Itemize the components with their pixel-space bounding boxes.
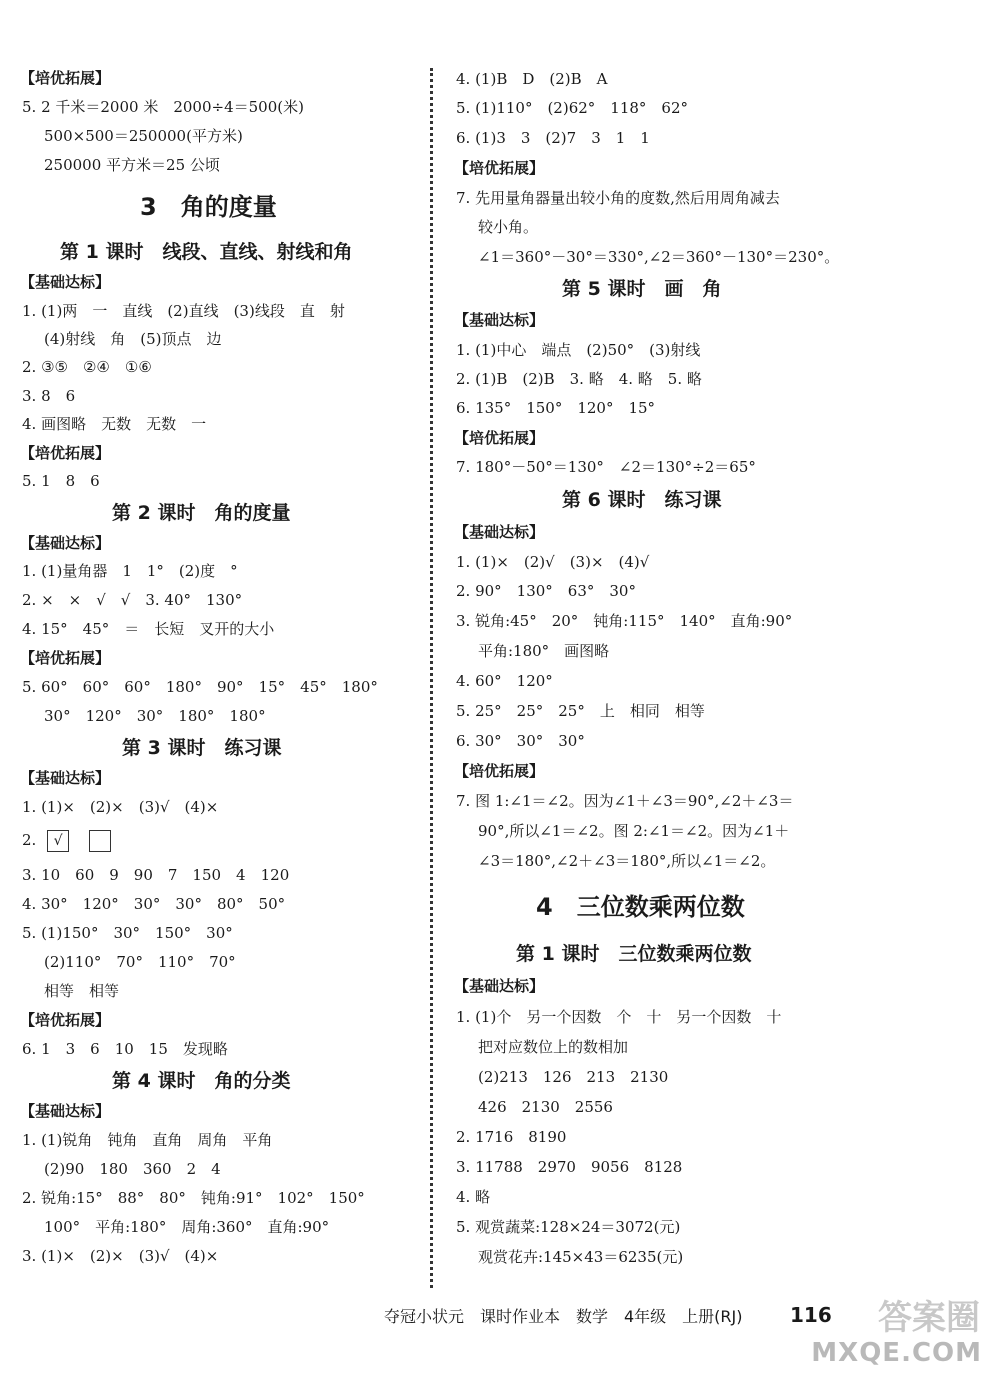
section-tag: 【培优拓展】	[20, 649, 111, 667]
answer-line: 4. 15° 45° ＝ 长短 叉开的大小	[22, 620, 275, 638]
section-tag: 【基础达标】	[20, 1102, 111, 1120]
answer-line: 6. 30° 30° 30°	[456, 732, 585, 750]
answer-box-empty	[89, 830, 111, 852]
answer-line: 较小角。	[478, 218, 539, 236]
answer-line: 3. 锐角:45° 20° 钝角:115° 140° 直角:90°	[456, 612, 793, 630]
watermark	[812, 1290, 992, 1370]
answer-line: (4)射线 角 (5)顶点 边	[44, 330, 222, 348]
answer-line: 30° 120° 30° 180° 180°	[44, 707, 266, 725]
answer-line: 4. (1)B D (2)B A	[456, 70, 608, 88]
answer-line: 426 2130 2556	[478, 1098, 613, 1116]
answer-line: 1. (1)个 另一个因数 个 十 另一个因数 十	[456, 1008, 782, 1026]
lesson-title: 第 1 课时 线段、直线、射线和角	[60, 241, 353, 263]
answer-box-checked: √	[47, 830, 69, 852]
section-tag: 【基础达标】	[20, 273, 111, 291]
answer-line-boxes	[22, 830, 131, 852]
chapter-title: 4 三位数乘两位数	[536, 893, 745, 921]
answer-line: ∠3＝180°,∠2＋∠3＝180°,所以∠1＝∠2。	[478, 852, 776, 870]
column-divider	[430, 68, 433, 1288]
answer-line: 6. 135° 150° 120° 15°	[456, 399, 656, 417]
lesson-title: 第 5 课时 画 角	[562, 278, 722, 300]
answer-line: 3. 8 6	[22, 387, 76, 405]
answer-line: 5. 25° 25° 25° 上 相同 相等	[456, 702, 705, 720]
answer-line: 1. (1)锐角 钝角 直角 周角 平角	[22, 1131, 273, 1149]
section-tag: 【培优拓展】	[20, 444, 111, 462]
answer-line: 4. 30° 120° 30° 30° 80° 50°	[22, 895, 286, 913]
answer-line: 5. 2 千米＝2000 米 2000÷4＝500(米)	[22, 98, 304, 116]
answer-line: 6. 1 3 6 10 15 发现略	[22, 1040, 228, 1058]
answer-line: (2)110° 70° 110° 70°	[44, 953, 236, 971]
section-tag: 【培优拓展】	[454, 429, 545, 447]
answer-line: 250000 平方米＝25 公顷	[44, 156, 220, 174]
section-tag: 【培优拓展】	[454, 762, 545, 780]
section-tag: 【基础达标】	[454, 523, 545, 541]
section-tag: 【基础达标】	[20, 534, 111, 552]
answer-line: 平角:180° 画图略	[478, 642, 610, 660]
answer-line: 100° 平角:180° 周角:360° 直角:90°	[44, 1218, 330, 1236]
answer-line: 5. 观赏蔬菜:128×24＝3072(元)	[456, 1218, 681, 1236]
answer-line: 90°,所以∠1＝∠2。图 2:∠1＝∠2。因为∠1＋	[478, 822, 790, 840]
answer-line: 2. × × √ √ 3. 40° 130°	[22, 591, 243, 609]
answer-line: 1. (1)两 一 直线 (2)直线 (3)线段 直 射	[22, 302, 345, 320]
answer-line: 2. 90° 130° 63° 30°	[456, 582, 636, 600]
footer-book-title: 夺冠小状元 课时作业本 数学 4年级 上册(RJ)	[384, 1307, 743, 1326]
section-tag: 【培优拓展】	[454, 159, 545, 177]
answer-line: 6. (1)3 3 (2)7 3 1 1	[456, 129, 650, 147]
answer-line: 把对应数位上的数相加	[478, 1038, 629, 1056]
answer-line: 1. (1)量角器 1 1° (2)度 °	[22, 562, 238, 580]
answer-line: 1. (1)中心 端点 (2)50° (3)射线	[456, 341, 701, 359]
answer-line: 5. (1)150° 30° 150° 30°	[22, 924, 233, 942]
section-tag: 【培优拓展】	[20, 69, 111, 87]
answer-line: (2)213 126 213 2130	[478, 1068, 669, 1086]
answer-line: 7. 图 1:∠1＝∠2。因为∠1＋∠3＝90°,∠2＋∠3＝	[456, 792, 794, 810]
answer-line: 7. 先用量角器量出较小角的度数,然后用周角减去	[456, 189, 780, 207]
answer-line: 观赏花卉:145×43＝6235(元)	[478, 1248, 684, 1266]
answer-line: 5. 1 8 6	[22, 472, 100, 490]
answer-line: 相等 相等	[44, 982, 120, 1000]
lesson-title: 第 3 课时 练习课	[122, 737, 282, 759]
answer-line: (2)90 180 360 2 4	[44, 1160, 221, 1178]
answer-line: 7. 180°－50°＝130° ∠2＝130°÷2＝65°	[456, 458, 756, 476]
lesson-title: 第 6 课时 练习课	[562, 489, 722, 511]
question-number: 2.	[22, 831, 37, 849]
answer-line: 4. 略	[456, 1188, 491, 1206]
answer-line: 2. 1716 8190	[456, 1128, 567, 1146]
answer-line: 3. 11788 2970 9056 8128	[456, 1158, 683, 1176]
answer-line: 500×500＝250000(平方米)	[44, 127, 243, 145]
section-tag: 【培优拓展】	[20, 1011, 111, 1029]
answer-line: 1. (1)× (2)√ (3)× (4)√	[456, 553, 650, 571]
lesson-title: 第 1 课时 三位数乘两位数	[516, 943, 752, 965]
answer-line: 4. 画图略 无数 无数 一	[22, 415, 207, 433]
answer-line: 5. (1)110° (2)62° 118° 62°	[456, 99, 689, 117]
answer-line: 2. 锐角:15° 88° 80° 钝角:91° 102° 150°	[22, 1189, 365, 1207]
answer-line: 2. ③⑤ ②④ ①⑥	[22, 358, 152, 376]
chapter-title: 3 角的度量	[140, 193, 277, 221]
watermark-site: MXQE.COM	[811, 1338, 982, 1368]
answer-line: ∠1＝360°－30°＝330°,∠2＝360°－130°＝230°。	[478, 248, 840, 266]
section-tag: 【基础达标】	[454, 977, 545, 995]
section-tag: 【基础达标】	[454, 311, 545, 329]
section-tag: 【基础达标】	[20, 769, 111, 787]
answer-line: 3. (1)× (2)× (3)√ (4)×	[22, 1247, 219, 1265]
lesson-title: 第 4 课时 角的分类	[112, 1070, 291, 1092]
watermark-logo: 答案圈	[878, 1298, 980, 1338]
answer-line: 2. (1)B (2)B 3. 略 4. 略 5. 略	[456, 370, 702, 388]
answer-line: 3. 10 60 9 90 7 150 4 120	[22, 866, 290, 884]
page-number: 116	[790, 1303, 832, 1327]
answer-line: 5. 60° 60° 60° 180° 90° 15° 45° 180°	[22, 678, 378, 696]
answer-line: 4. 60° 120°	[456, 672, 553, 690]
answer-line: 1. (1)× (2)× (3)√ (4)×	[22, 798, 219, 816]
lesson-title: 第 2 课时 角的度量	[112, 502, 291, 524]
